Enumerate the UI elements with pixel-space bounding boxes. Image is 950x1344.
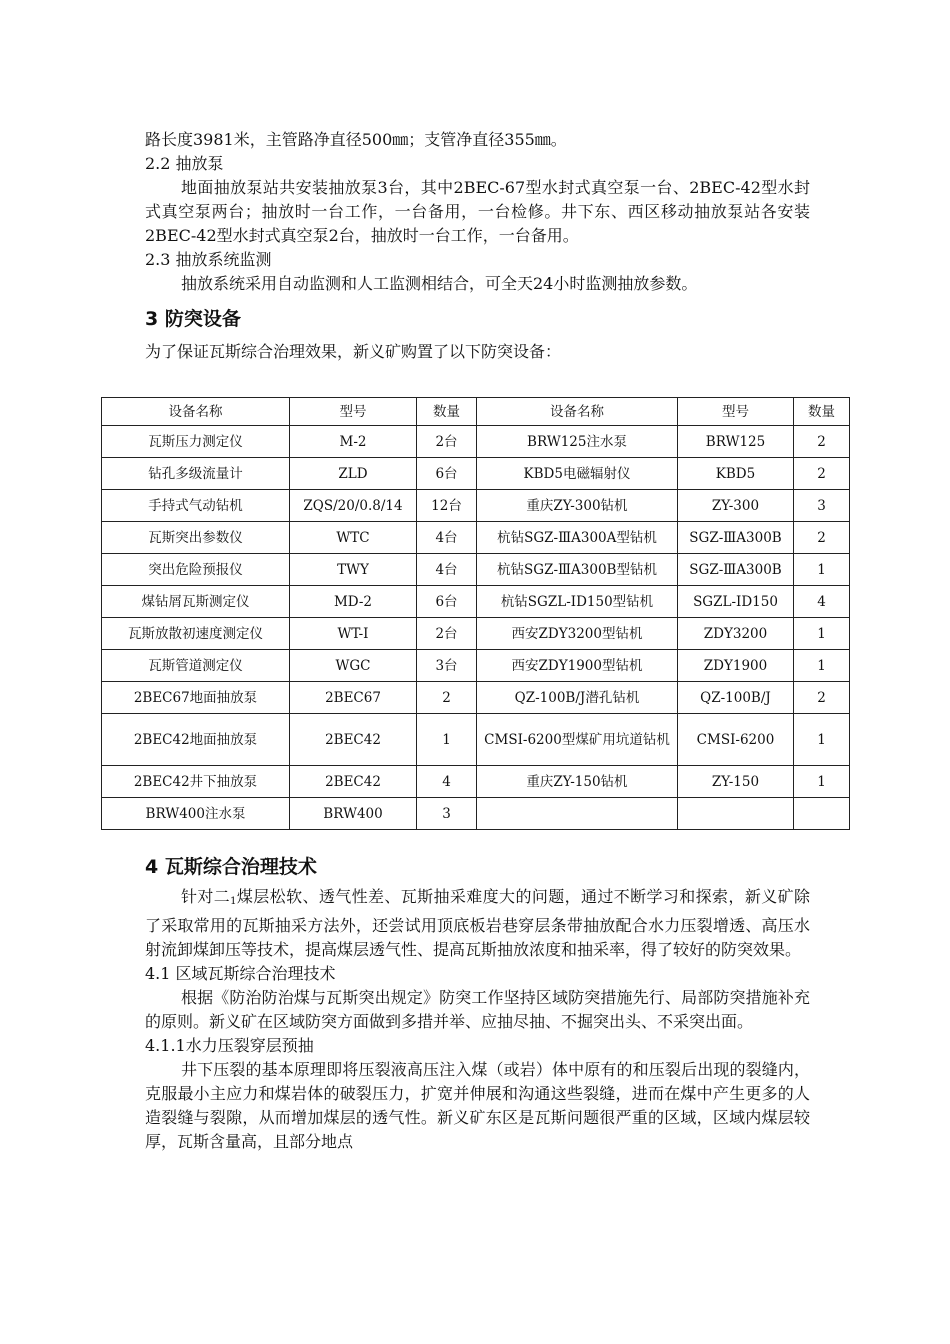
table-cell: 瓦斯放散初速度测定仪 [102,618,290,650]
table-cell: 西安ZDY1900型钻机 [477,650,678,682]
table-row [102,650,850,682]
table-cell: WT-I [290,618,417,650]
table-cell: QZ-100B/J [678,682,794,714]
table-cell: BRW125注水泵 [477,426,678,458]
table-header-row [102,398,850,426]
heading-section-3: 3 防突设备 [145,308,241,330]
table-cell: 杭钻SGZL-ID150型钻机 [477,586,678,618]
table-cell: 2BEC67地面抽放泵 [102,682,290,714]
table-cell: ZLD [290,458,417,490]
table-cell: 6台 [417,586,477,618]
table-row [102,714,850,766]
table-cell: 12台 [417,490,477,522]
table-cell: CMSI-6200 [678,714,794,766]
paragraph-regional-principle: 根据《防治防治煤与瓦斯突出规定》防突工作坚持区域防突措施先行、局部防突措施补充的原则。新义矿在区域防突方面做到多措并举、应抽尽抽、不掘突出头、不采突出面。 [145,988,810,1031]
equipment-table [101,397,850,830]
lower-content [145,840,810,1154]
table-cell: 3台 [417,650,477,682]
table-cell: 手持式气动钻机 [102,490,290,522]
header-cell: 型号 [290,398,417,426]
table-cell: 1 [794,766,850,798]
table-row [102,490,850,522]
table-row [102,458,850,490]
table-cell: BRW400注水泵 [102,798,290,830]
table-cell: BRW125 [678,426,794,458]
table-cell: 重庆ZY-150钻机 [477,766,678,798]
table-cell: 6台 [417,458,477,490]
subscript: 1 [230,896,237,907]
table-row [102,426,850,458]
header-cell: 数量 [794,398,850,426]
table-cell: 1 [794,650,850,682]
heading-2-3: 2.3 抽放系统监测 [145,250,272,269]
table-cell: 2 [794,426,850,458]
table-cell: QZ-100B/J潜孔钻机 [477,682,678,714]
table-cell [794,798,850,830]
table-cell: 2BEC42井下抽放泵 [102,766,290,798]
heading-2-2: 2.2 抽放泵 [145,154,224,173]
table-cell: M-2 [290,426,417,458]
table-cell: 1 [794,714,850,766]
table-cell: ZY-300 [678,490,794,522]
header-cell: 数量 [417,398,477,426]
table-cell: ZDY3200 [678,618,794,650]
table-cell: 4台 [417,554,477,586]
header-cell: 设备名称 [102,398,290,426]
table-row [102,554,850,586]
table-row [102,766,850,798]
text-fragment: 针对二 [181,887,231,906]
table-cell: 2 [417,682,477,714]
table-row [102,618,850,650]
table-cell: 3 [417,798,477,830]
table-cell: 2BEC67 [290,682,417,714]
table-cell: 钻孔多级流量计 [102,458,290,490]
table-cell: 重庆ZY-300钻机 [477,490,678,522]
paragraph-table-intro: 为了保证瓦斯综合治理效果，新义矿购置了以下防突设备： [145,342,562,361]
table-cell: 2BEC42地面抽放泵 [102,714,290,766]
text-fragment: 煤层松软、透气性差、瓦斯抽采难度大的问题，通过不断学习和探索，新义矿除了采取常用的瓦斯抽采方法外，还尝试用顶底板岩巷穿层条带抽放配合水力压裂增透、高压水射流卸煤卸压等技术，提高煤层透气性、提高瓦斯抽放浓度和抽采率，得了较好的防突效果。 [145,887,810,959]
table-cell: 瓦斯突出参数仪 [102,522,290,554]
heading-section-4: 4 瓦斯综合治理技术 [145,856,317,878]
table-cell: 西安ZDY3200型钻机 [477,618,678,650]
upper-content [145,128,810,364]
table-cell: 2BEC42 [290,714,417,766]
table-cell: 瓦斯压力测定仪 [102,426,290,458]
table-row [102,586,850,618]
paragraph-pumps: 地面抽放泵站共安装抽放泵3台，其中2BEC-67型水封式真空泵一台、2BEC-42型水封式真空泵两台；抽放时一台工作，一台备用，一台检修。井下东、西区移动抽放泵站各安装2BEC-42型水封式真空泵2台，抽放时一台工作，一台备用。 [145,178,810,245]
table-cell: SGZ-ⅢA300B [678,522,794,554]
table-cell: ZQS/20/0.8/14 [290,490,417,522]
table-cell: ZDY1900 [678,650,794,682]
table-row [102,682,850,714]
table-cell: KBD5电磁辐射仪 [477,458,678,490]
table-cell: 杭钻SGZ-ⅢA300B型钻机 [477,554,678,586]
heading-4-1: 4.1 区域瓦斯综合治理技术 [145,964,336,983]
table-cell: 2 [794,522,850,554]
table-cell: 煤钻屑瓦斯测定仪 [102,586,290,618]
table-cell: 2BEC42 [290,766,417,798]
header-cell: 型号 [678,398,794,426]
table-cell: SGZL-ID150 [678,586,794,618]
table-cell: 1 [417,714,477,766]
table-cell: BRW400 [290,798,417,830]
heading-4-1-1: 4.1.1水力压裂穿层预抽 [145,1036,314,1055]
table-cell: 杭钻SGZ-ⅢA300A型钻机 [477,522,678,554]
table-cell: 4台 [417,522,477,554]
table-cell: ZY-150 [678,766,794,798]
table-row [102,522,850,554]
table-cell: SGZ-ⅢA300B [678,554,794,586]
table-cell [477,798,678,830]
table-cell: 4 [417,766,477,798]
header-cell: 设备名称 [477,398,678,426]
table-cell [678,798,794,830]
table-cell: 瓦斯管道测定仪 [102,650,290,682]
table-cell: 2台 [417,426,477,458]
table-cell: WGC [290,650,417,682]
paragraph-pipe-length: 路长度3981米，主管路净直径500㎜；支管净直径355㎜。 [145,130,567,149]
table-cell: 突出危险预报仪 [102,554,290,586]
table-row [102,798,850,830]
table-cell: 2 [794,458,850,490]
table-cell: KBD5 [678,458,794,490]
table-cell: 2台 [417,618,477,650]
table-cell: TWY [290,554,417,586]
table-cell: WTC [290,522,417,554]
table-cell: CMSI-6200型煤矿用坑道钻机 [477,714,678,766]
paragraph-hydraulic-fracturing: 井下压裂的基本原理即将压裂液高压注入煤（或岩）体中原有的和压裂后出现的裂缝内，克服最小主应力和煤岩体的破裂压力，扩宽并伸展和沟通这些裂缝，进而在煤中产生更多的人造裂缝与裂隙，从而增加煤层的透气性。新义矿东区是瓦斯问题很严重的区域，区域内煤层较厚，瓦斯含量高，且部分地点 [145,1060,810,1151]
table-cell: 4 [794,586,850,618]
table-cell: 1 [794,554,850,586]
table-cell: MD-2 [290,586,417,618]
paragraph-section-4-intro [145,885,810,962]
paragraph-monitoring: 抽放系统采用自动监测和人工监测相结合，可全天24小时监测抽放参数。 [181,274,698,293]
table-cell: 1 [794,618,850,650]
table-cell: 3 [794,490,850,522]
table-cell: 2 [794,682,850,714]
